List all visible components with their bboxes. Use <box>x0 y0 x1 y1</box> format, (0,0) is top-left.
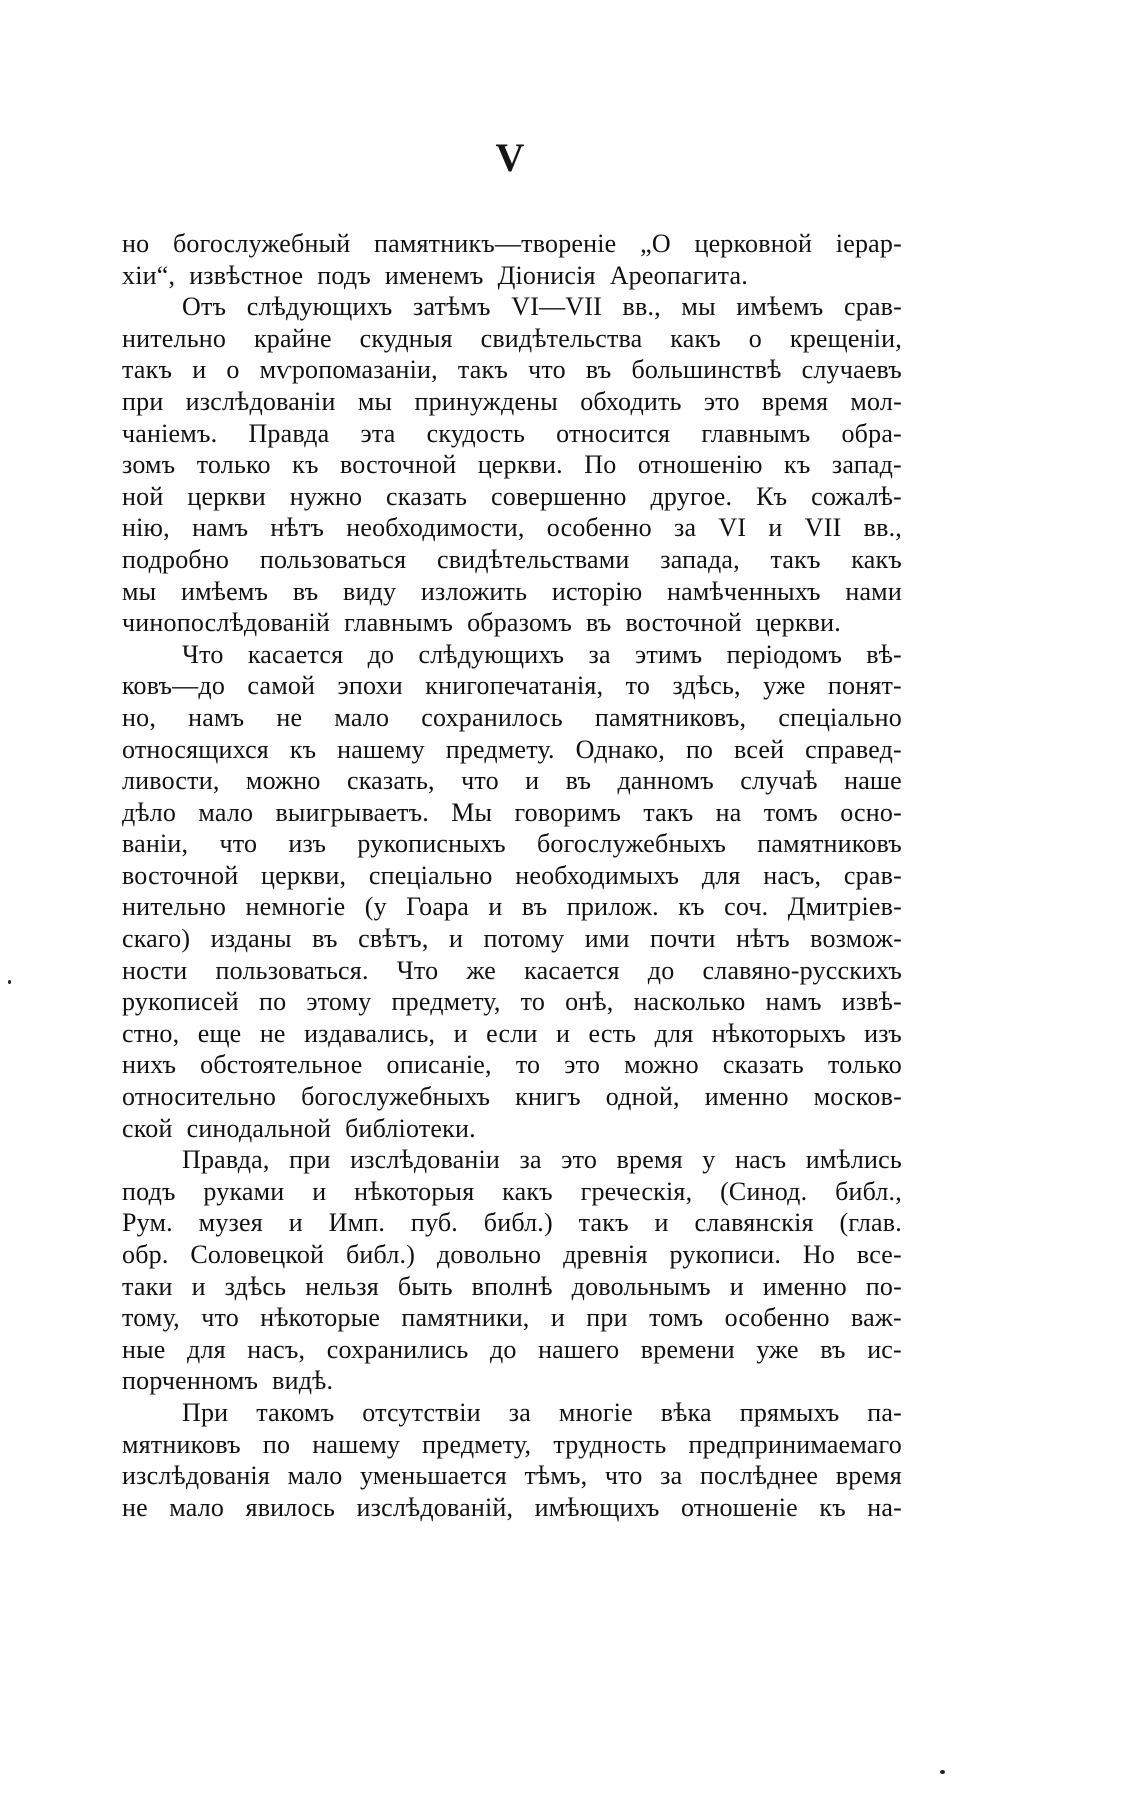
text-line: обр. Соловецкой библ.) довольно древнія рукописи. Но все- <box>122 1240 902 1269</box>
text-line: нительно немногіе (у Гоара и въ прилож. къ соч. Дмитріев- <box>122 892 902 922</box>
text-line: ваніи, что изъ рукописныхъ богослужебныхъ памятниковъ <box>122 829 902 859</box>
scan-speck <box>940 1770 945 1774</box>
text-line: стно, еще не издавались, и если и есть для нѣкоторыхъ изъ <box>122 1018 902 1048</box>
text-line: нію, намъ нѣтъ необходимости, особенно за VI и VII вв., <box>122 513 902 543</box>
text-line: Что касается до слѣдующихъ за этимъ періодомъ вѣ- <box>182 639 902 669</box>
text-line: ной церкви нужно сказать совершенно другое. Къ сожалѣ- <box>122 481 902 511</box>
text-line: Рум. музея и Имп. пуб. библ.) такъ и славянскія (глав. <box>122 1208 902 1238</box>
text-line: таки и здѣсь нельзя быть вполнѣ довольнымъ и именно по- <box>122 1271 902 1301</box>
text-line: Правда, при изслѣдованіи за это время у насъ имѣлись <box>182 1145 902 1175</box>
text-line: чинопослѣдованій главнымъ образомъ въ восточной церкви. <box>122 608 841 638</box>
text-line: порченномъ видѣ. <box>122 1366 334 1396</box>
body-text <box>122 228 902 1523</box>
text-line: относящихся къ нашему предмету. Однако, по всей справед- <box>122 734 902 764</box>
text-line: изслѣдованія мало уменьшается тѣмъ, что за послѣднее время <box>122 1461 902 1491</box>
page-number: V <box>495 135 525 180</box>
text-line: ской синодальной библіотеки. <box>122 1113 476 1143</box>
text-line: не мало явилось изслѣдованій, имѣющихъ отношеніе къ на- <box>122 1492 902 1522</box>
text-line: нительно крайне скудныя свидѣтельства какъ о крещеніи, <box>122 323 902 353</box>
text-line: ливости, можно сказать, что и въ данномъ случаѣ наше <box>122 766 902 796</box>
text-line: относительно богослужебныхъ книгъ одной, именно москов- <box>122 1082 902 1112</box>
text-line: мы имѣемъ въ виду изложить исторію намѣченныхъ нами <box>122 576 902 606</box>
text-line: Отъ слѣдующихъ затѣмъ VI—VII вв., мы имѣемъ срав- <box>182 292 902 322</box>
text-line: хіи“, извѣстное подъ именемъ Діонисія Ареопагита. <box>122 260 748 290</box>
text-line: подробно пользоваться свидѣтельствами запада, такъ какъ <box>122 544 902 574</box>
text-line: При такомъ отсутствіи за многіе вѣка прямыхъ па- <box>182 1397 902 1427</box>
text-line: нихъ обстоятельное описаніе, то это можно сказать только <box>122 1050 902 1080</box>
text-line: рукописей по этому предмету, то онѣ, насколько намъ извѣ- <box>122 987 902 1017</box>
scan-speck <box>8 980 11 984</box>
text-line: но богослужебный памятникъ—твореніе „О церковной iерар- <box>122 229 902 258</box>
text-line: ные для насъ, сохранились до нашего времени уже въ ис- <box>122 1334 902 1364</box>
text-line: но, намъ не мало сохранилось памятниковъ, спеціально <box>122 702 902 732</box>
text-line: зомъ только къ восточной церкви. По отношенію къ запад- <box>122 450 902 480</box>
text-line: такъ и о мѵропомазаніи, такъ что въ большинствѣ случаевъ <box>122 355 902 385</box>
text-line: ности пользоваться. Что же касается до славяно-русскихъ <box>122 955 902 985</box>
text-line: мятниковъ по нашему предмету, трудность предпринимаемаго <box>122 1429 902 1459</box>
text-line: скаго) изданы въ свѣтъ, и потому ими почти нѣтъ возмож- <box>122 924 902 954</box>
text-line: чаніемъ. Правда эта скудость относится главнымъ обра- <box>122 418 902 448</box>
text-line: тому, что нѣкоторые памятники, и при томъ особенно важ- <box>122 1303 902 1333</box>
text-line: дѣло мало выигрываетъ. Мы говоримъ такъ на томъ осно- <box>122 797 902 827</box>
text-line: подъ руками и нѣкоторыя какъ греческія, (Синод. библ., <box>122 1176 902 1206</box>
text-line: при изслѣдованіи мы принуждены обходить это время мол- <box>122 386 902 416</box>
text-line: восточной церкви, спеціально необходимыхъ для насъ, срав- <box>122 860 902 890</box>
text-line: ковъ—до самой эпохи книгопечатанія, то здѣсь, уже понят- <box>122 671 902 701</box>
